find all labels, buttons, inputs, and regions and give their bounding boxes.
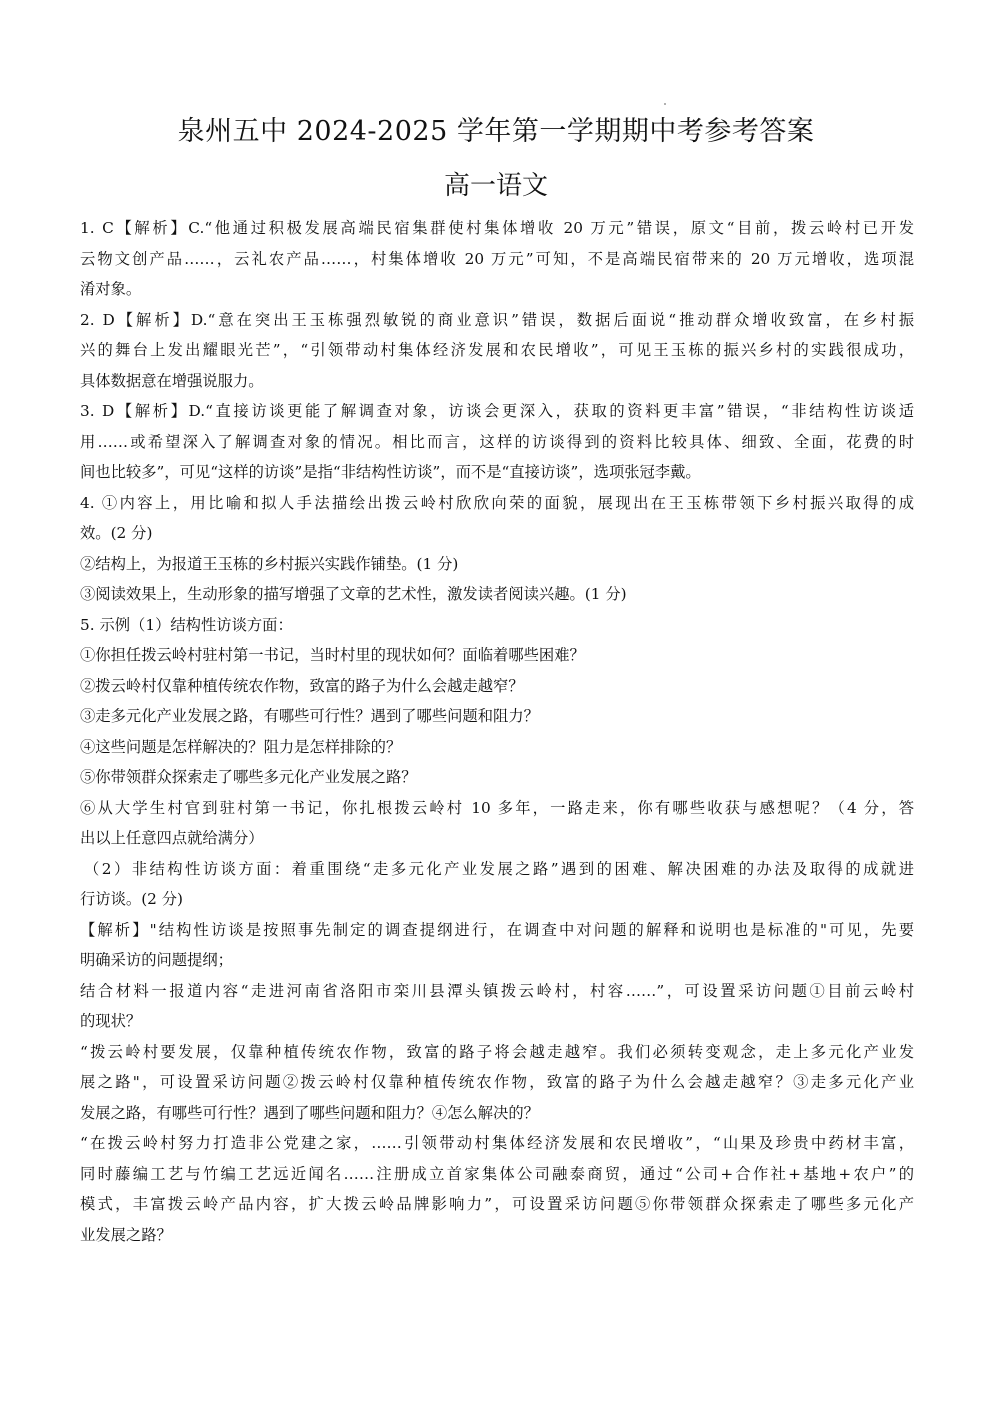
text-line: 出以上任意四点就给满分） xyxy=(80,829,264,847)
text-line: ②结构上，为报道王玉栋的乡村振兴实践作铺垫。(1 分) xyxy=(80,554,459,573)
text-line: 间也比较多”，可见“这样的访谈”是指“非结构性访谈”，而不是“直接访谈”，选项张冠李戴。 xyxy=(80,463,701,481)
text-line: ②拨云岭村仅靠种植传统农作物，致富的路子为什么会越走越窄？ xyxy=(80,676,524,695)
answer-body xyxy=(80,213,914,1250)
text-line: 模式，丰富拨云岭产品内容，扩大拨云岭品牌影响力”，可设置采访问题⑤你带领群众探索走了哪些多元化产 xyxy=(80,1195,914,1213)
text-line: “拨云岭村要发展，仅靠种植传统农作物，致富的路子将会越走越窄。我们必须转变观念，走上多元化产业发 xyxy=(80,1042,914,1061)
text-line: ④这些问题是怎样解决的？阻力是怎样排除的？ xyxy=(80,737,402,756)
text-line: ③走多元化产业发展之路，有哪些可行性？遇到了哪些问题和阻力？ xyxy=(80,707,539,725)
text-line: 2. D【解析】D.“意在突出王玉栋强烈敏锐的商业意识”错误，数据后面说“推动群众增收致富，在乡村振 xyxy=(80,310,914,329)
text-line: 5. 示例（1）结构性访谈方面： xyxy=(80,615,293,634)
text-line: 行访谈。(2 分) xyxy=(80,890,184,908)
text-line: 展之路"，可设置采访问题②拨云岭村仅靠种植传统农作物，致富的路子为什么会越走越窄？③走多元化产业 xyxy=(80,1073,914,1091)
document-title: 泉州五中 2024-2025 学年第一学期期中考参考答案 xyxy=(177,116,815,147)
text-line: “在拨云岭村努力打造非公党建之家，……引领带动村集体经济发展和农民增收”，“山果及珍贵中药材丰富， xyxy=(80,1134,914,1152)
text-line: 明确采访的问题提纲； xyxy=(80,951,233,969)
text-line: 用……或希望深入了解调查对象的情况。相比而言，这样的访谈得到的资料比较具体、细致、全面，花费的时 xyxy=(80,432,914,451)
text-line: 【解析】"结构性访谈是按照事先制定的调查提纲进行，在调查中对问题的解释和说明也是标准的"可见，先要 xyxy=(80,920,914,939)
text-line: ⑤你带领群众探索走了哪些多元化产业发展之路？ xyxy=(80,768,417,786)
text-line: 具体数据意在增强说服力。 xyxy=(80,371,264,390)
text-line: ③阅读效果上，生动形象的描写增强了文章的艺术性，激发读者阅读兴趣。(1 分) xyxy=(80,585,627,603)
text-line: 兴的舞台上发出耀眼光芒”，“引领带动村集体经济发展和农民增收”，可见王玉栋的振兴乡村的实践很成功， xyxy=(80,341,914,359)
text-line: ⑥从大学生村官到驻村第一书记，你扎根拨云岭村 10 多年，一路走来，你有哪些收获与感想呢？（4 分，答 xyxy=(80,798,914,817)
text-line: 发展之路，有哪些可行性？遇到了哪些问题和阻力？④怎么解决的？ xyxy=(80,1103,539,1122)
text-line: 1. C【解析】C.“他通过积极发展高端民宿集群使村集体增收 20 万元”错误，原文“目前，拨云岭村已开发 xyxy=(80,219,914,237)
text-line: 淆对象。 xyxy=(80,280,142,298)
text-line: 4. ①内容上，用比喻和拟人手法描绘出拨云岭村欣欣向荣的面貌，展现出在王玉栋带领下乡村振兴取得的成 xyxy=(80,493,914,512)
text-line: 3. D【解析】D.“直接访谈更能了解调查对象，访谈会更深入，获取的资料更丰富”错误，“非结构性访谈适 xyxy=(80,402,914,420)
text-line: 云物文创产品……，云礼农产品……，村集体增收 20 万元”可知，不是高端民宿带来的 20 万元增收，选项混 xyxy=(80,249,914,268)
text-line: 业发展之路？ xyxy=(80,1225,172,1244)
text-line: 结合材料一报道内容“走进河南省洛阳市栾川县潭头镇拨云岭村，村容……”，可设置采访问题①目前云岭村 xyxy=(80,981,914,1000)
text-line: ①你担任拨云岭村驻村第一书记，当时村里的现状如何？面临着哪些困难？ xyxy=(80,646,585,664)
text-line: 效。(2 分) xyxy=(80,524,153,542)
text-line: 同时藤编工艺与竹编工艺远近闻名……注册成立首家集体公司融泰商贸，通过“公司+合作社+基地+农户”的 xyxy=(80,1164,914,1183)
text-line: （2）非结构性访谈方面：着重围绕“走多元化产业发展之路”遇到的困难、解决困难的办法及取得的成就进 xyxy=(84,859,914,878)
document-subtitle: 高一语文 xyxy=(443,171,548,201)
scan-speck xyxy=(664,103,666,105)
text-line: 的现状？ xyxy=(80,1012,142,1030)
